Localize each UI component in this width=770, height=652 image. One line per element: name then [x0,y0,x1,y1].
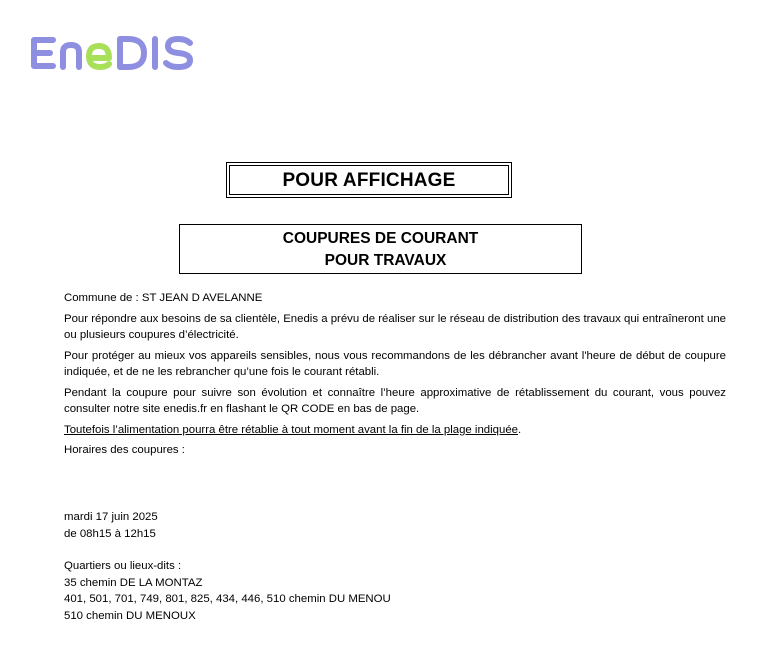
outage-time: de 08h15 à 12h15 [64,527,156,540]
paragraph-intro: Pour répondre aux besoins de sa clientèle, Enedis a prévu de réaliser sur le réseau de distribution des travaux qui entraîneront une ou plusieurs coupures d’électricité. [64,312,726,341]
paragraph-appliances: Pour protéger au mieux vos appareils sensibles, nous vous recommandons de les débrancher avant l'heure de début de coupure indiquée, et de ne les rebrancher qu’une fois le courant rétabli. [64,349,726,378]
enedis-logo [28,34,196,72]
pour-affichage-box [226,162,512,198]
restoration-note: Toutefois l’alimentation pourra être rétablie à tout moment avant la fin de la plage indiquée [64,423,519,436]
coupures-title-line2: POUR TRAVAUX [324,252,447,269]
commune-line: Commune de : ST JEAN D AVELANNE [64,292,263,304]
paragraph-qr-code: Pendant la coupure pour suivre son évolution et connaître l’heure approximative de rétablissement du courant, vous pouvez consulter notre site enedis.fr en flashant le QR CODE en bas de page. [64,386,726,415]
paragraph-restoration [64,422,726,439]
notice-body [64,290,726,459]
outage-schedule [64,509,391,624]
coupures-title-box [179,224,582,274]
street-item: 401, 501, 701, 749, 801, 825, 434, 446, 510 chemin DU MENOU [64,593,391,605]
pour-affichage-title: POUR AFFICHAGE [282,170,456,191]
street-item: 35 chemin DE LA MONTAZ [64,576,203,589]
coupures-title-line1: COUPURES DE COURANT [282,230,479,247]
header-decorative-line [201,66,770,69]
street-item: 510 chemin DU MENOUX [64,609,196,622]
horaires-label: Horaires des coupures : [64,444,185,456]
outage-date: mardi 17 juin 2025 [64,511,158,523]
quartiers-label: Quartiers ou lieux-dits : [64,560,182,572]
restoration-period: . [518,423,522,436]
